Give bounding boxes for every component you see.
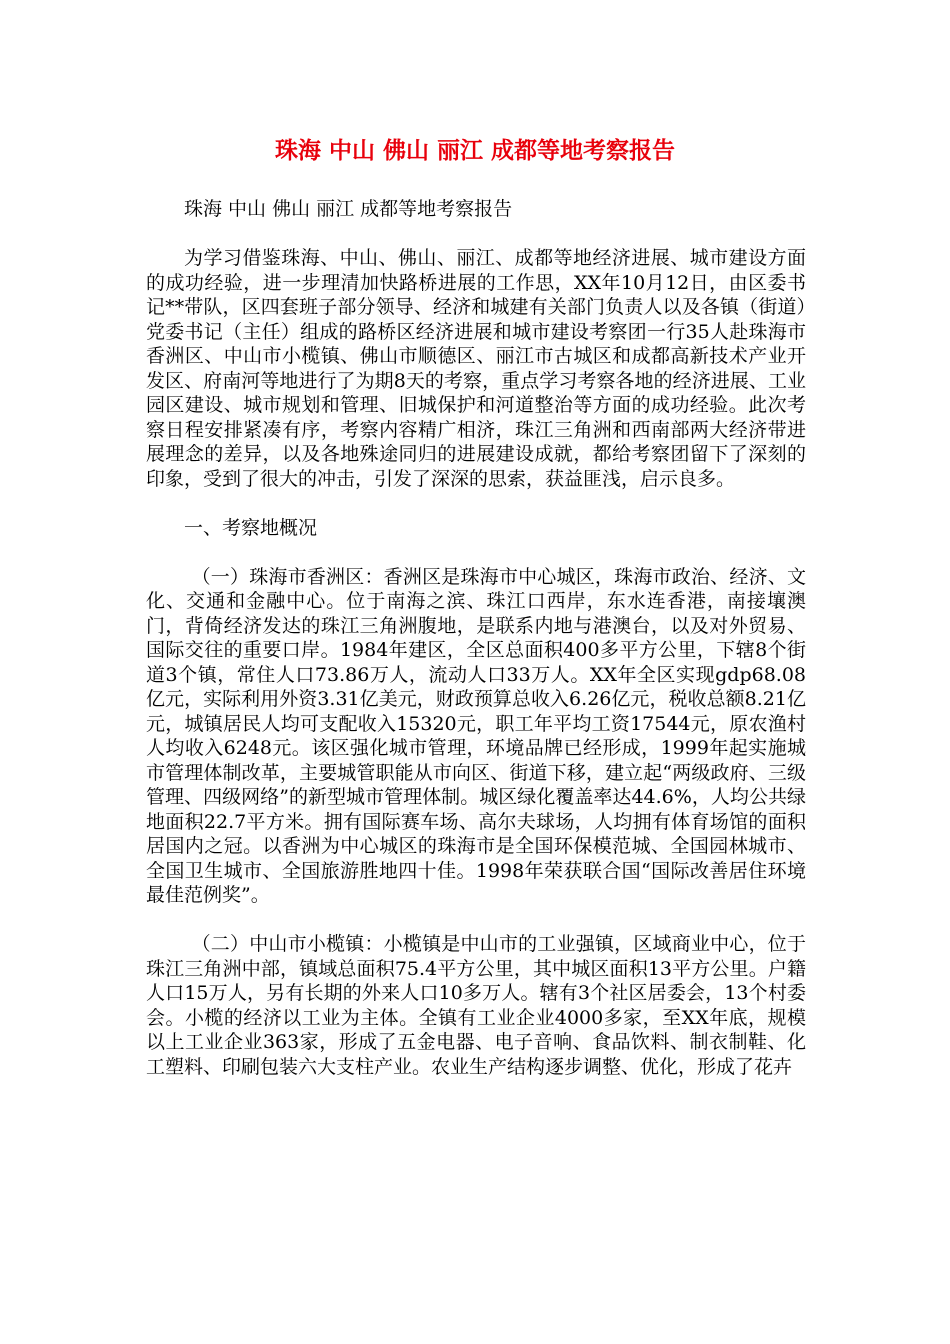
document-title: 珠海 中山 佛山 丽江 成都等地考察报告: [274, 138, 676, 164]
section-heading-overview: 一、考察地概况: [184, 516, 318, 539]
subtitle-line: 珠海 中山 佛山 丽江 成都等地考察报告: [184, 198, 513, 220]
paragraph-intro: 为学习借鉴珠海、中山、佛山、丽江、成都等地经济进展、城市建设方面的成功经验，进一步理清加快路桥进展的工作思，XX年10月12日，由区委书记**带队，区四套班子部分领导、经济和城建有关部门负责人以及各镇（街道）党委书记（主任）组成的路桥区经济进展和城市建设考察团一行35人赴珠海市香洲区、中山市小榄镇、佛山市顺德区、丽江市古城区和成都高新技术产业开发区、府南河等地进行了为期8天的考察，重点学习考察各地的经济进展、工业园区建设、城市规划和管理、旧城保护和河道整治等方面的成功经验。此次考察日程安排紧凑有序，考察内容精广相济，珠江三角洲和西南部两大经济带进展理念的差异，以及各地殊途同归的进展建设成就，都给考察团留下了深刻的印象，受到了很大的冲击，引发了深深的思索，获益匪浅，启示良多。: [146, 247, 806, 490]
document-body: [146, 197, 806, 1104]
paragraph-xiaolan: （二）中山市小榄镇：小榄镇是中山市的工业强镇，区域商业中心，位于珠江三角洲中部，镇域总面积75.4平方公里，其中城区面积13平方公里。户籍人口15万人，另有长期的外来人口10多万人。辖有3个社区居委会，13个村委会。小榄的经济以工业为主体。全镇有工业企业4000多家，至XX年底，规模以上工业企业363家，形成了五金电器、电子音响、食品饮料、制衣制鞋、化工塑料、印刷包装六大支柱产业。农业生产结构逐步调整、优化，形成了花卉: [146, 933, 806, 1078]
paragraph-xiangzhou: （一）珠海市香洲区：香洲区是珠海市中心城区，珠海市政治、经济、文化、交通和金融中心。位于南海之滨、珠江口西岸，东水连香港，南接壤澳门，背倚经济发达的珠江三角洲腹地，是联系内地与港澳台，以及对外贸易、国际交往的重要口岸。1984年建区，全区总面积400多平方公里，下辖8个街道3个镇，常住人口73.86万人，流动人口33万人。XX年全区实现gdp68.08亿元，实际利用外资3.31亿美元，财政预算总收入6.26亿元，税收总额8.21亿元，城镇居民人均可支配收入15320元，职工年平均工资17544元，原农渔村人均收入6248元。该区强化城市管理，环境品牌已经形成，1999年起实施城市管理体制改革，主要城管职能从市向区、街道下移，建立起“两级政府、三级管理、四级网络”的新型城市管理体制。城区绿化覆盖率达44.6%，人均公共绿地面积22.7平方米。拥有国际赛车场、高尔夫球场，人均拥有体育场馆的面积居国内之冠。以香洲为中心城区的珠海市是全国环保模范城、全国园林城市、全国卫生城市、全国旅游胜地四十佳。1998年荣获联合国“国际改善居住环境最佳范例奖”。: [146, 565, 806, 906]
